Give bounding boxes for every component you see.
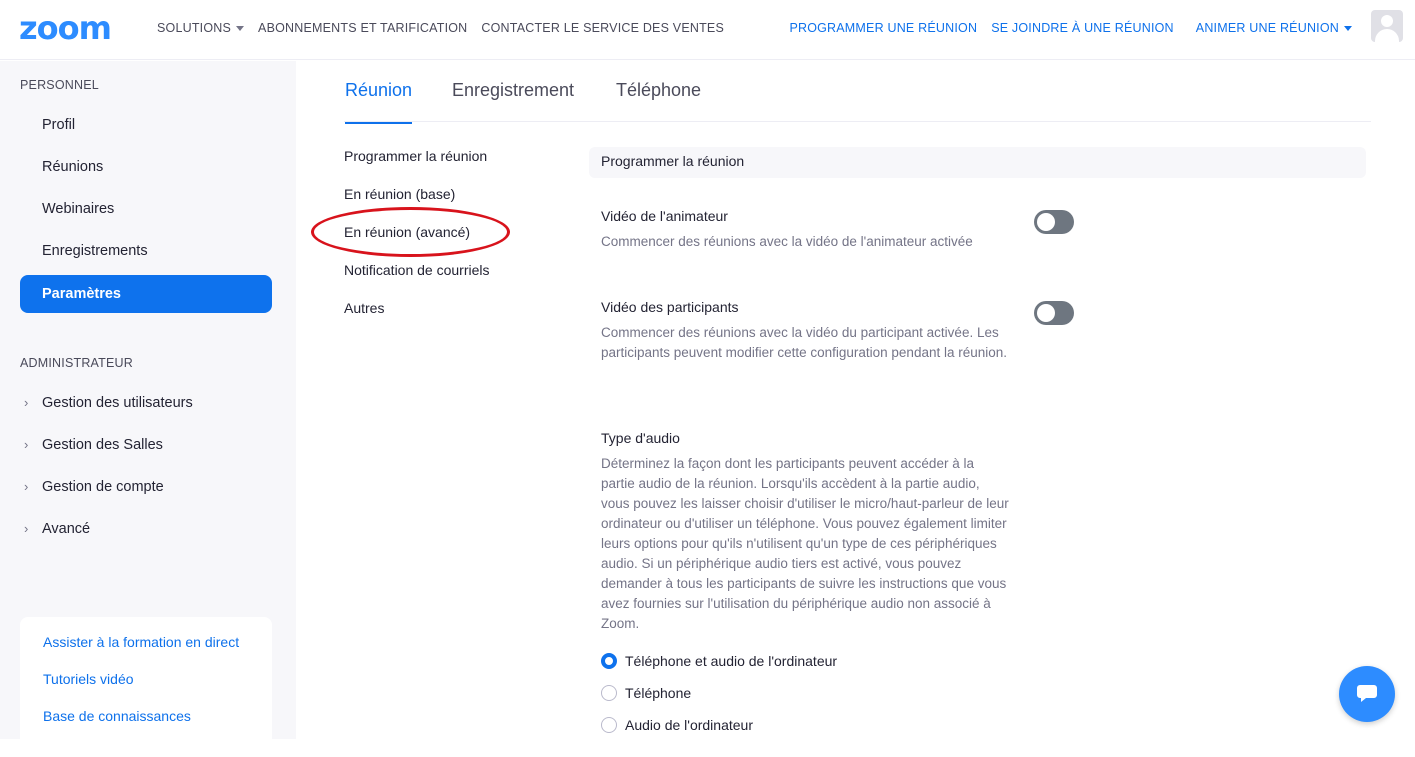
toggle-knob	[1037, 304, 1055, 322]
tab-recording[interactable]: Enregistrement	[452, 80, 575, 100]
host-video-description: Commencer des réunions avec la vidéo de l'animateur activée	[601, 234, 973, 249]
participant-video-toggle[interactable]	[1034, 301, 1074, 325]
chevron-right-icon: ›	[24, 395, 29, 410]
sidebar-item-webinars[interactable]: Webinaires	[42, 201, 115, 217]
user-avatar-icon[interactable]	[1371, 10, 1403, 42]
help-links-box	[20, 617, 272, 757]
avatar-head	[1381, 15, 1393, 27]
nav-solutions[interactable]: SOLUTIONS	[157, 21, 244, 35]
admin-section-title: ADMINISTRATEUR	[20, 356, 133, 370]
radio-unchecked-icon[interactable]	[601, 685, 617, 701]
host-video-title: Vidéo de l'animateur	[601, 208, 728, 224]
radio-checked-icon[interactable]	[601, 653, 617, 669]
sidebar-item-recordings[interactable]: Enregistrements	[42, 243, 148, 259]
chevron-right-icon: ›	[24, 437, 29, 452]
chat-bubble-icon	[1357, 685, 1377, 703]
subnav-schedule-meeting[interactable]: Programmer la réunion	[344, 148, 488, 164]
tab-meeting[interactable]: Réunion	[345, 80, 412, 124]
section-header: Programmer la réunion	[589, 147, 1366, 178]
chevron-right-icon: ›	[24, 479, 29, 494]
sidebar-item-advanced[interactable]: › Avancé	[20, 510, 272, 548]
nav-contact-sales[interactable]: CONTACTER LE SERVICE DES VENTES	[481, 21, 725, 35]
subnav-in-meeting-basic[interactable]: En réunion (base)	[344, 186, 456, 202]
nav-host-meeting[interactable]: ANIMER UNE RÉUNION	[1196, 21, 1352, 35]
audio-option-telephone-and-computer[interactable]: Téléphone et audio de l'ordinateur	[601, 652, 837, 670]
video-tutorials-link[interactable]: Tutoriels vidéo	[43, 671, 134, 687]
sidebar-item-user-management[interactable]: › Gestion des utilisateurs	[20, 384, 272, 422]
audio-option-computer[interactable]: Audio de l'ordinateur	[601, 716, 753, 734]
secondary-nav	[789, 21, 1352, 35]
sidebar-item-room-management[interactable]: › Gestion des Salles	[20, 426, 272, 464]
sidebar-item-settings[interactable]: Paramètres	[20, 275, 272, 313]
avatar-body	[1375, 29, 1399, 42]
audio-type-description: Déterminez la façon dont les participants peuvent accéder à la partie audio de la réunion. Lorsqu'ils accèdent à la partie audio, vous pouvez les laisser choisir d'utiliser le micro/haut-parleur de leur ordinateur ou d'utiliser un téléphone. Vous pouvez également limiter leurs options pour qu'ils n'utilisent qu'un type de ces périphériques audio. Si un périphérique audio tiers est activé, vous pouvez demander à tous les participants de suivre les instructions que vous avez fournies sur l'utilisation du périphérique audio non associé à Zoom.	[601, 456, 1009, 631]
chevron-down-icon	[236, 26, 244, 31]
sidebar-item-account-management[interactable]: › Gestion de compte	[20, 468, 272, 506]
subnav-other[interactable]: Autres	[344, 300, 385, 316]
participant-video-description: Commencer des réunions avec la vidéo du participant activée. Les participants peuvent modifier cette configuration pendant la réunion.	[601, 325, 1008, 360]
sidebar-item-profile[interactable]: Profil	[42, 117, 76, 133]
nav-plans-pricing[interactable]: ABONNEMENTS ET TARIFICATION	[258, 21, 468, 35]
subnav-email-notification[interactable]: Notification de courriels	[344, 262, 490, 278]
toggle-knob	[1037, 213, 1055, 231]
settings-tabs	[344, 61, 1371, 122]
primary-nav	[157, 21, 724, 35]
knowledge-base-link[interactable]: Base de connaissances	[43, 708, 191, 724]
live-training-link[interactable]: Assister à la formation en direct	[43, 634, 240, 650]
radio-unchecked-icon[interactable]	[601, 717, 617, 733]
left-sidebar	[0, 61, 296, 739]
personal-section-title: PERSONNEL	[20, 78, 99, 92]
chevron-down-icon	[1344, 26, 1352, 31]
host-video-toggle[interactable]	[1034, 210, 1074, 234]
sidebar-item-meetings[interactable]: Réunions	[42, 159, 104, 175]
audio-option-telephone[interactable]: Téléphone	[601, 684, 691, 702]
audio-type-title: Type d'audio	[601, 430, 680, 446]
top-navigation-bar	[0, 0, 1415, 60]
nav-schedule-meeting[interactable]: PROGRAMMER UNE RÉUNION	[789, 21, 978, 35]
chevron-right-icon: ›	[24, 521, 29, 536]
tab-telephone[interactable]: Téléphone	[616, 80, 702, 100]
participant-video-title: Vidéo des participants	[601, 299, 739, 315]
chat-support-button[interactable]	[1339, 666, 1395, 722]
zoom-logo[interactable]: zoom	[19, 9, 111, 47]
subnav-in-meeting-advanced[interactable]: En réunion (avancé)	[344, 224, 471, 240]
nav-join-meeting[interactable]: SE JOINDRE À UNE RÉUNION	[991, 21, 1174, 35]
